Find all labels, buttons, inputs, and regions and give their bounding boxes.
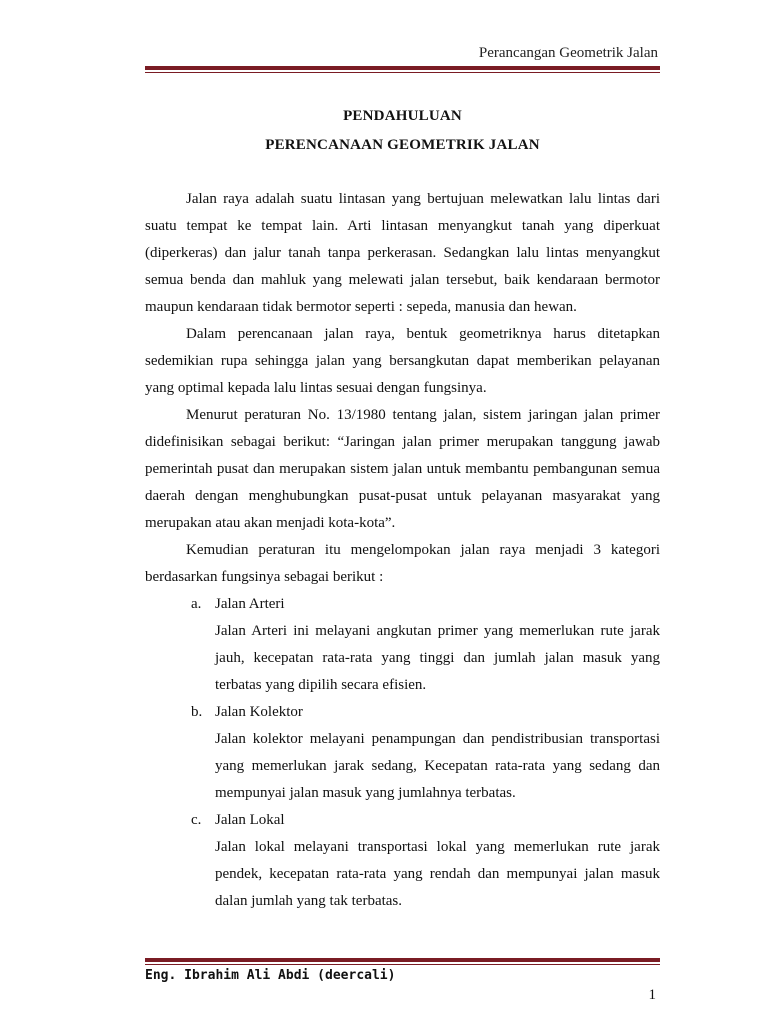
document-body	[145, 186, 660, 915]
header-rule	[145, 66, 660, 73]
list-item	[145, 699, 660, 807]
road-category-list	[145, 591, 660, 915]
footer-author: Eng. Ibrahim Ali Abdi (deercali)	[145, 968, 396, 983]
header-rule-thin	[145, 72, 660, 73]
list-item-letter: c.	[191, 812, 202, 828]
list-item	[145, 807, 660, 915]
paragraph-intro: Jalan raya adalah suatu lintasan yang bertujuan melewatkan lalu lintas dari suatu tempat ke tempat lain. Arti lintasan menyangkut tanah yang diperkuat (diperkeras) dan jalur tanah tanpa perkerasan. Sedangkan lalu lintas menyangkut semua benda dan mahluk yang melewati jalan tersebut, baik kendaraan bermotor maupun kendaraan tidak bermotor seperti : sepeda, manusia dan hewan.	[145, 191, 660, 315]
list-item-title: Jalan Arteri	[215, 596, 285, 612]
list-item-title: Jalan Kolektor	[215, 704, 303, 720]
chapter-subheading: PERENCANAAN GEOMETRIK JALAN	[265, 137, 540, 153]
page-number: 1	[648, 987, 656, 1003]
paragraph-geometric-design: Dalam perencanaan jalan raya, bentuk geometriknya harus ditetapkan sedemikian rupa sehingga jalan yang bersangkutan dapat memberikan pelayanan yang optimal kepada lalu lintas sesuai dengan fungsinya.	[145, 326, 660, 396]
list-item	[145, 591, 660, 699]
paragraph-categories-intro: Kemudian peraturan itu mengelompokan jalan raya menjadi 3 kategori berdasarkan fungsinya sebagai berikut :	[145, 542, 660, 585]
footer-rule-thick	[145, 958, 660, 962]
paragraph-regulation: Menurut peraturan No. 13/1980 tentang jalan, sistem jaringan jalan primer didefinisikan sebagai berikut: “Jaringan jalan primer merupakan tanggung jawab pemerintah pusat dan merupakan sistem jalan untuk membantu pembangunan semua daerah dengan menghubungkan pusat-pusat untuk pelayanan masyarakat yang merupakan atau akan menjadi kota-kota”.	[145, 407, 660, 531]
list-item-description: Jalan lokal melayani transportasi lokal yang memerlukan rute jarak pendek, kecepatan rata-rata yang rendah dan mempunyai jalan masuk dalan jumlah yang tak terbatas.	[215, 839, 660, 909]
running-header-title: Perancangan Geometrik Jalan	[478, 45, 658, 61]
chapter-heading: PENDAHULUAN	[343, 108, 462, 124]
list-item-title: Jalan Lokal	[215, 812, 285, 828]
header-rule-thick	[145, 66, 660, 70]
footer-rule	[145, 958, 660, 965]
list-item-letter: a.	[191, 596, 202, 612]
list-item-description: Jalan kolektor melayani penampungan dan pendistribusian transportasi yang memerlukan jarak sedang, Kecepatan rata-rata yang sedang dan mempunyai jalan masuk yang jumlahnya terbatas.	[215, 731, 660, 801]
list-item-description: Jalan Arteri ini melayani angkutan primer yang memerlukan rute jarak jauh, kecepatan rata-rata yang tinggi dan jumlah jalan masuk yang terbatas yang dipilih secara efisien.	[215, 623, 660, 693]
footer-rule-thin	[145, 964, 660, 965]
list-item-letter: b.	[191, 704, 203, 720]
